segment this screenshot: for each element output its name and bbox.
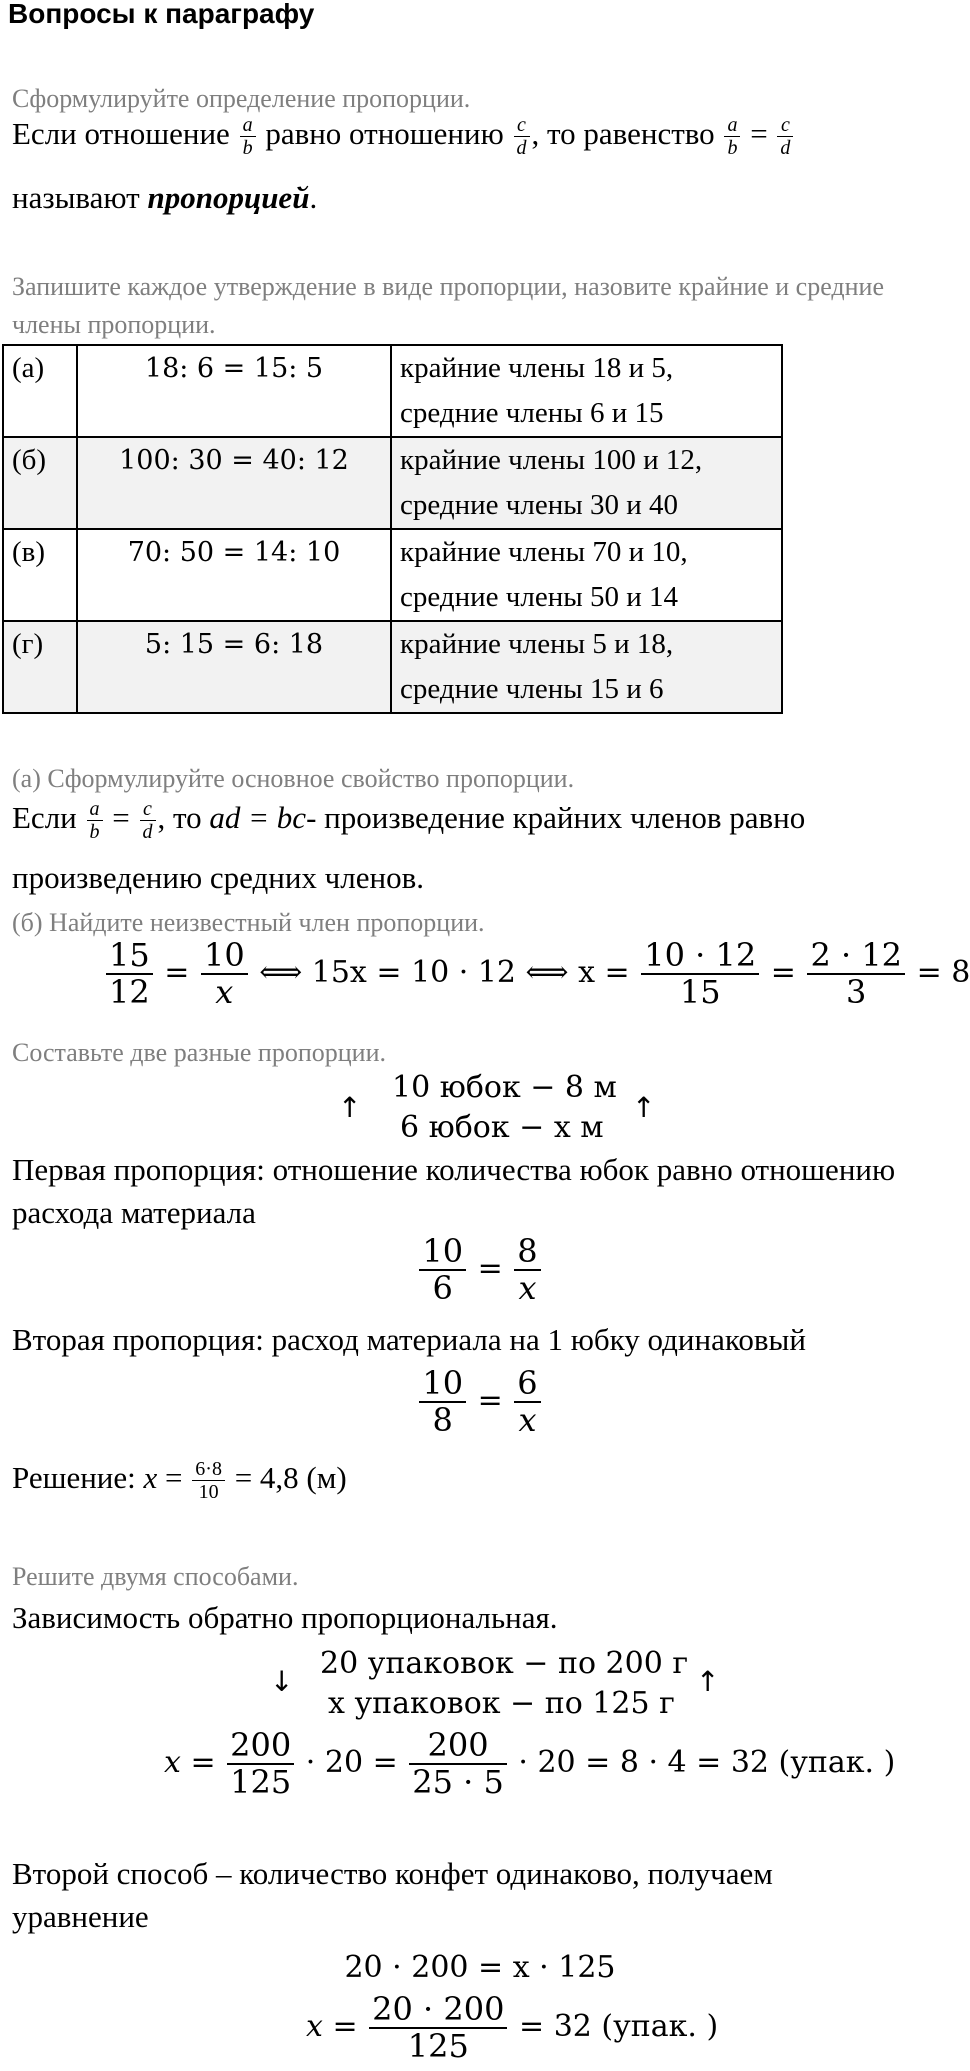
arrow-up-left-icon: ↑ bbox=[338, 1091, 362, 1124]
first-proportion-text: Первая пропорция: отношение количества юбок равно отношению расхода материала bbox=[12, 1152, 896, 1230]
second-proportion: $\frac{10}{8}$ = $\frac{6}{x}$ bbox=[0, 1366, 960, 1438]
fraction-c-d: $\frac{c}{d}$ bbox=[514, 114, 530, 159]
page-title: Вопросы к параграфу bbox=[8, 0, 315, 29]
first-way-equation: x = $\frac{200}{125}$ · 20 = $\frac{200}{25 \cdot 5}$ · 20 = 8 · 4 = 32 (упак. ) bbox=[164, 1726, 896, 1802]
arrow-up-right-icon-2: ↑ bbox=[696, 1665, 720, 1698]
first-proportion: $\frac{10}{6}$ = $\frac{8}{x}$ bbox=[0, 1234, 960, 1306]
solution-line: Решение: x = $\frac{6\cdot 8}{10}$ = 4,8 (м) bbox=[12, 1458, 347, 1504]
fraction-c-d-2: $\frac{c}{d}$ bbox=[777, 114, 793, 159]
row-label: (г) bbox=[3, 621, 77, 713]
question-two-ways: Решите двумя способами. bbox=[12, 1562, 299, 1591]
row-proportion: 5: 15 = 6: 18 bbox=[77, 621, 391, 713]
second-proportion-text: Вторая пропорция: расход материала на 1 юбку одинаковый bbox=[12, 1322, 806, 1357]
question-unknown-term: (б) Найдите неизвестный член пропорции. bbox=[12, 908, 485, 937]
second-way-text: Второй способ – количество конфет одинаково, получаем уравнение bbox=[12, 1856, 773, 1934]
question-table: Запишите каждое утверждение в виде пропорции, назовите крайние и средние члены пропорции. bbox=[12, 272, 885, 339]
unknown-term-equation: $\frac{15}{12}$ = $\frac{10}{x}$ ⟺ 15x = 10 · 12 ⟺ x = $\frac{10 \cdot 12}{15}$ = $\frac{2 \cdot 12}{3}$ = 8 bbox=[104, 938, 970, 1010]
property-line-1: Если $\frac{a}{b}$ = $\frac{c}{d}$ , то ad = bc- произведение крайних членов равно bbox=[12, 798, 806, 844]
second-way-equation-1: 20 · 200 = x · 125 bbox=[344, 1950, 616, 1985]
skirts-condition: 10 юбок − 8 м 6 юбок − x м bbox=[392, 1070, 617, 1145]
definition-line-1: Если отношение $\frac{a}{b}$ равно отношению $\frac{c}{d}$ , то равенство $\frac{a}{b}$ = $\frac{c}{d}$ bbox=[12, 112, 795, 159]
property-line-2: произведению средних членов. bbox=[12, 860, 424, 895]
row-label: (б) bbox=[3, 437, 77, 529]
packages-condition: 20 упаковок − по 200 г x упаковок − по 125 г bbox=[320, 1646, 689, 1721]
row-label: (а) bbox=[3, 345, 77, 437]
table-row bbox=[3, 345, 782, 437]
table-row bbox=[3, 621, 782, 713]
row-proportion: 100: 30 = 40: 12 bbox=[77, 437, 391, 529]
fraction-a-b: $\frac{a}{b}$ bbox=[240, 114, 256, 159]
arrow-up-right-icon: ↑ bbox=[632, 1091, 656, 1124]
row-terms: крайние члены 5 и 18, средние члены 15 и 6 bbox=[391, 621, 782, 713]
table-row bbox=[3, 529, 782, 621]
definition-line-2: называют пропорцией. bbox=[12, 180, 318, 215]
question-two-proportions: Составьте две разные пропорции. bbox=[12, 1038, 386, 1067]
row-terms: крайние члены 100 и 12, средние члены 30 и 40 bbox=[391, 437, 782, 529]
inverse-statement: Зависимость обратно пропорциональная. bbox=[12, 1600, 558, 1635]
second-way-equation-2: x = $\frac{20 \cdot 200}{125}$ = 32 (упак. ) bbox=[306, 1990, 719, 2066]
fraction-a-b-2: $\frac{a}{b}$ bbox=[724, 114, 740, 159]
row-proportion: 70: 50 = 14: 10 bbox=[77, 529, 391, 621]
row-terms: крайние члены 18 и 5, средние члены 6 и 15 bbox=[391, 345, 782, 437]
question-definition: Сформулируйте определение пропорции. bbox=[12, 84, 471, 113]
row-terms: крайние члены 70 и 10, средние члены 50 и 14 bbox=[391, 529, 782, 621]
proportions-table bbox=[2, 344, 783, 714]
row-label: (в) bbox=[3, 529, 77, 621]
question-property: (а) Сформулируйте основное свойство пропорции. bbox=[12, 764, 575, 793]
table-row bbox=[3, 437, 782, 529]
arrow-down-left-icon: ↓ bbox=[270, 1665, 294, 1698]
row-proportion: 18: 6 = 15: 5 bbox=[77, 345, 391, 437]
